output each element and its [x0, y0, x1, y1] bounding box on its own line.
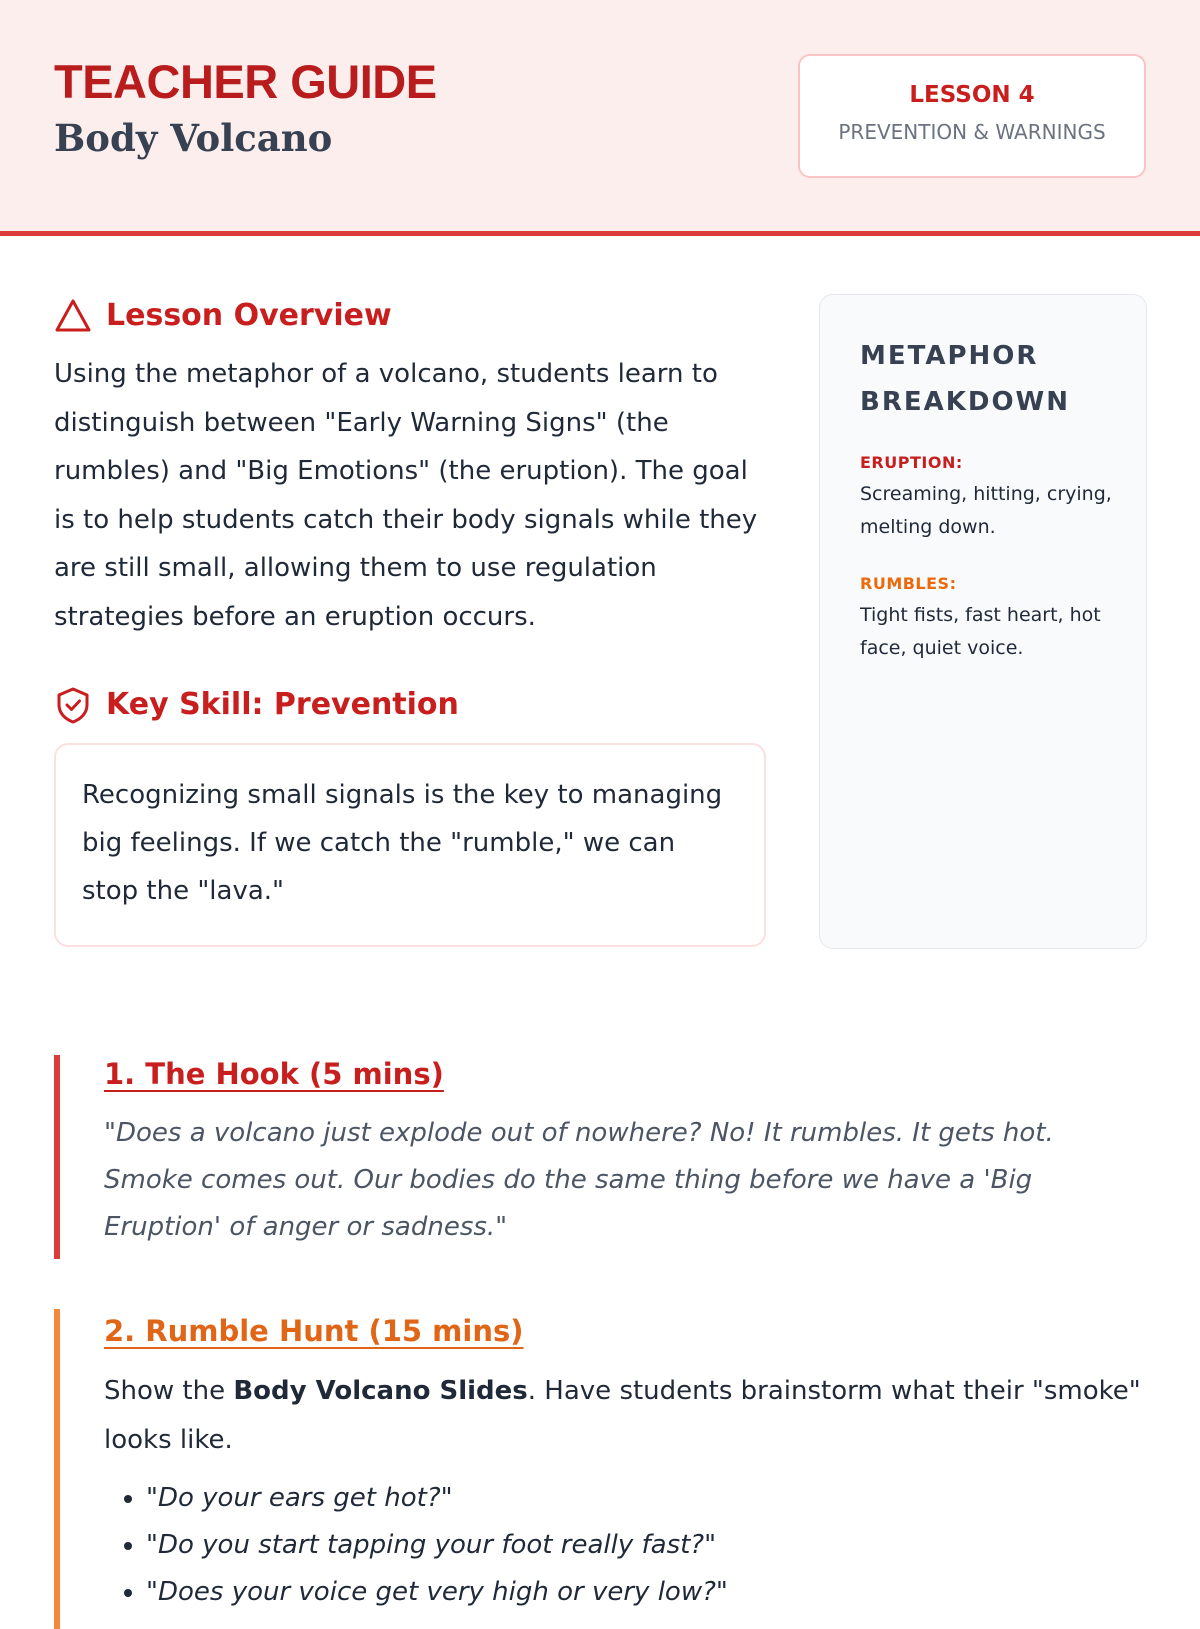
- rumbles-text: Tight fists, fast heart, hot face, quiet voice.: [860, 604, 1101, 659]
- warning-triangle-icon: [54, 298, 92, 334]
- rumble-hunt-questions: [104, 1475, 1146, 1616]
- main-content: [54, 296, 766, 947]
- lesson-number: LESSON 4: [909, 82, 1035, 108]
- metaphor-title: METAPHOR BREAKDOWN: [860, 341, 1070, 417]
- step-rumble-hunt-text: [104, 1367, 1146, 1465]
- key-skill-text: Recognizing small signals is the key to managing big feelings. If we catch the "rumble," we can stop the "lava.": [82, 780, 723, 906]
- list-item: • "Does your voice get very high or very low?": [146, 1569, 1146, 1616]
- step-hook: [54, 1055, 1146, 1259]
- overview-heading-label: Lesson Overview: [106, 298, 392, 333]
- rumbles-label: RUMBLES:: [860, 574, 957, 593]
- step-rumble-hunt-title: 2. Rumble Hunt (15 mins): [104, 1314, 524, 1348]
- key-skill-box: [54, 743, 766, 947]
- lesson-badge: [798, 54, 1146, 178]
- page-header: [0, 0, 1200, 236]
- eruption-label: ERUPTION:: [860, 453, 963, 472]
- overview-heading: [54, 296, 766, 336]
- rumble-hunt-text-after: . Have students brainstorm what their "smoke" looks like.: [104, 1376, 1141, 1455]
- step-hook-title: 1. The Hook (5 mins): [104, 1057, 444, 1091]
- key-skill-heading-label: Key Skill: Prevention: [106, 687, 459, 722]
- step-rumble-hunt: [54, 1309, 1146, 1629]
- metaphor-breakdown-card: [819, 294, 1147, 949]
- guide-title: TEACHER GUIDE: [54, 55, 437, 108]
- shield-check-icon: [54, 686, 92, 724]
- list-item: • "Do you start tapping your foot really fast?": [146, 1522, 1146, 1569]
- body-volcano-slides-label: Body Volcano Slides: [233, 1376, 528, 1406]
- eruption-text: Screaming, hitting, crying, melting down.: [860, 483, 1112, 538]
- step-hook-quote: "Does a volcano just explode out of nowhere? No! It rumbles. It gets hot. Smoke comes out. Our bodies do the same thing before we have a 'Big Eruption' of anger or sadness.": [104, 1118, 1054, 1242]
- key-skill-heading: [54, 685, 766, 725]
- rumble-hunt-text-before: Show the: [104, 1376, 234, 1406]
- lesson-topic: PREVENTION & WARNINGS: [838, 120, 1106, 144]
- overview-text: Using the metaphor of a volcano, students learn to distinguish between "Early Warning Signs" (the rumbles) and "Big Emotions" (the eruption). The goal is to help students catch their body signals while they are still small, allowing them to use regulation strategies before an eruption occurs.: [54, 359, 758, 632]
- list-item: • "Do your ears get hot?": [146, 1475, 1146, 1522]
- guide-subtitle: Body Volcano: [54, 116, 333, 160]
